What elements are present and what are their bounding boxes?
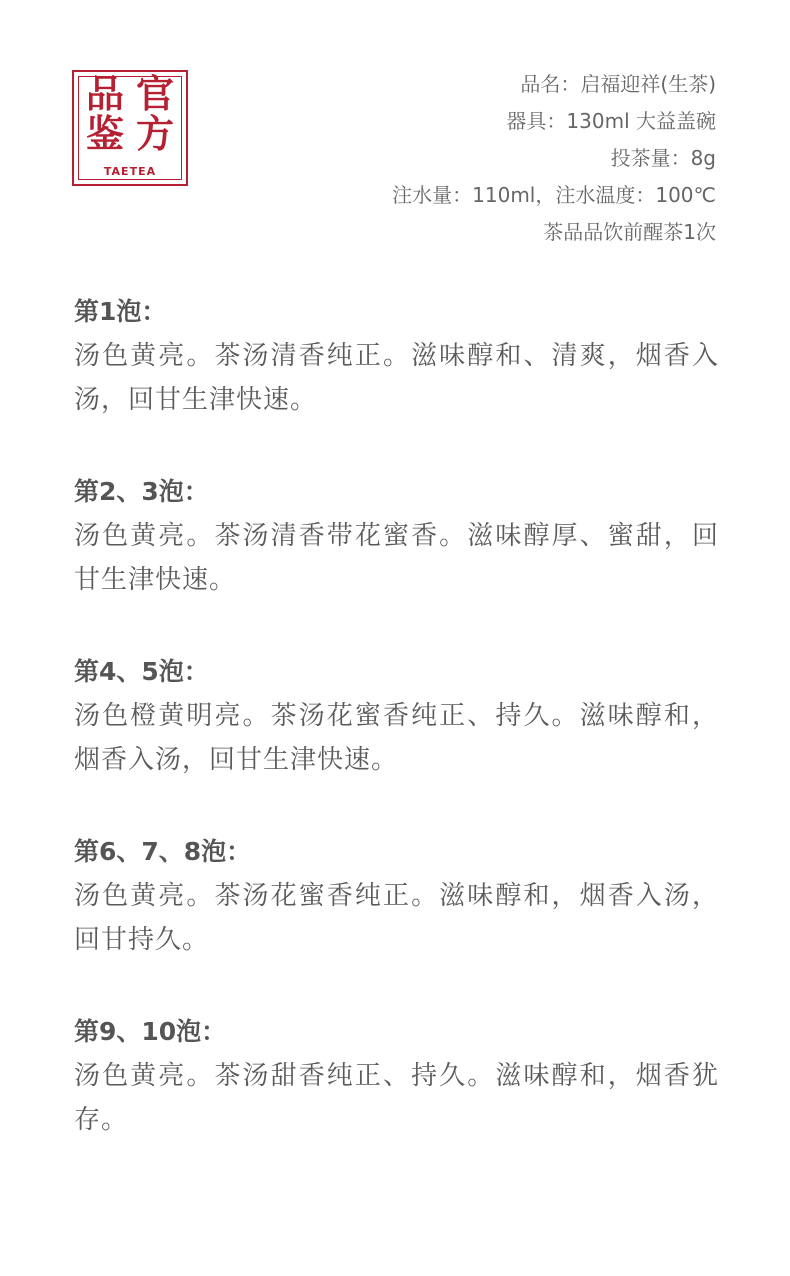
logo-char-3: 鉴 bbox=[85, 112, 124, 156]
steep-section bbox=[74, 650, 719, 782]
official-review-logo bbox=[72, 70, 188, 186]
steep-notes bbox=[74, 290, 719, 1190]
logo-char-1: 品 bbox=[85, 72, 124, 116]
steep-description: 汤色橙黄明亮。茶汤花蜜香纯正、持久。滋味醇和，烟香入汤，回甘生津快速。 bbox=[74, 701, 719, 775]
steep-section bbox=[74, 470, 719, 602]
steep-description: 汤色黄亮。茶汤清香带花蜜香。滋味醇厚、蜜甜，回甘生津快速。 bbox=[74, 521, 719, 595]
tea-note: 茶品品饮前醒茶1次 bbox=[543, 220, 716, 244]
logo-char-4: 方 bbox=[135, 112, 174, 156]
steep-section bbox=[74, 830, 719, 962]
steep-description: 汤色黄亮。茶汤花蜜香纯正。滋味醇和，烟香入汤，回甘持久。 bbox=[74, 881, 719, 955]
steep-description: 汤色黄亮。茶汤甜香纯正、持久。滋味醇和，烟香犹存。 bbox=[74, 1061, 719, 1135]
steep-title: 第1泡： bbox=[74, 297, 167, 326]
logo-brand-text: TAETEA bbox=[103, 165, 157, 178]
tea-vessel: 器具：130ml 大益盖碗 bbox=[506, 109, 716, 133]
steep-description: 汤色黄亮。茶汤清香纯正。滋味醇和、清爽，烟香入汤，回甘生津快速。 bbox=[74, 341, 719, 415]
logo-characters bbox=[80, 74, 180, 154]
steep-section bbox=[74, 1010, 719, 1142]
tea-water: 注水量：110ml，注水温度：100℃ bbox=[392, 183, 716, 207]
steep-title: 第9、10泡： bbox=[74, 1017, 227, 1046]
steep-title: 第2、3泡： bbox=[74, 477, 209, 506]
logo-char-2: 官 bbox=[135, 72, 174, 116]
steep-title: 第4、5泡： bbox=[74, 657, 209, 686]
steep-title: 第6、7、8泡： bbox=[74, 837, 252, 866]
tea-amount: 投茶量：8g bbox=[610, 146, 716, 170]
steep-section bbox=[74, 290, 719, 422]
tea-name: 品名：启福迎祥(生茶) bbox=[520, 72, 716, 96]
tea-info-block bbox=[392, 66, 716, 251]
